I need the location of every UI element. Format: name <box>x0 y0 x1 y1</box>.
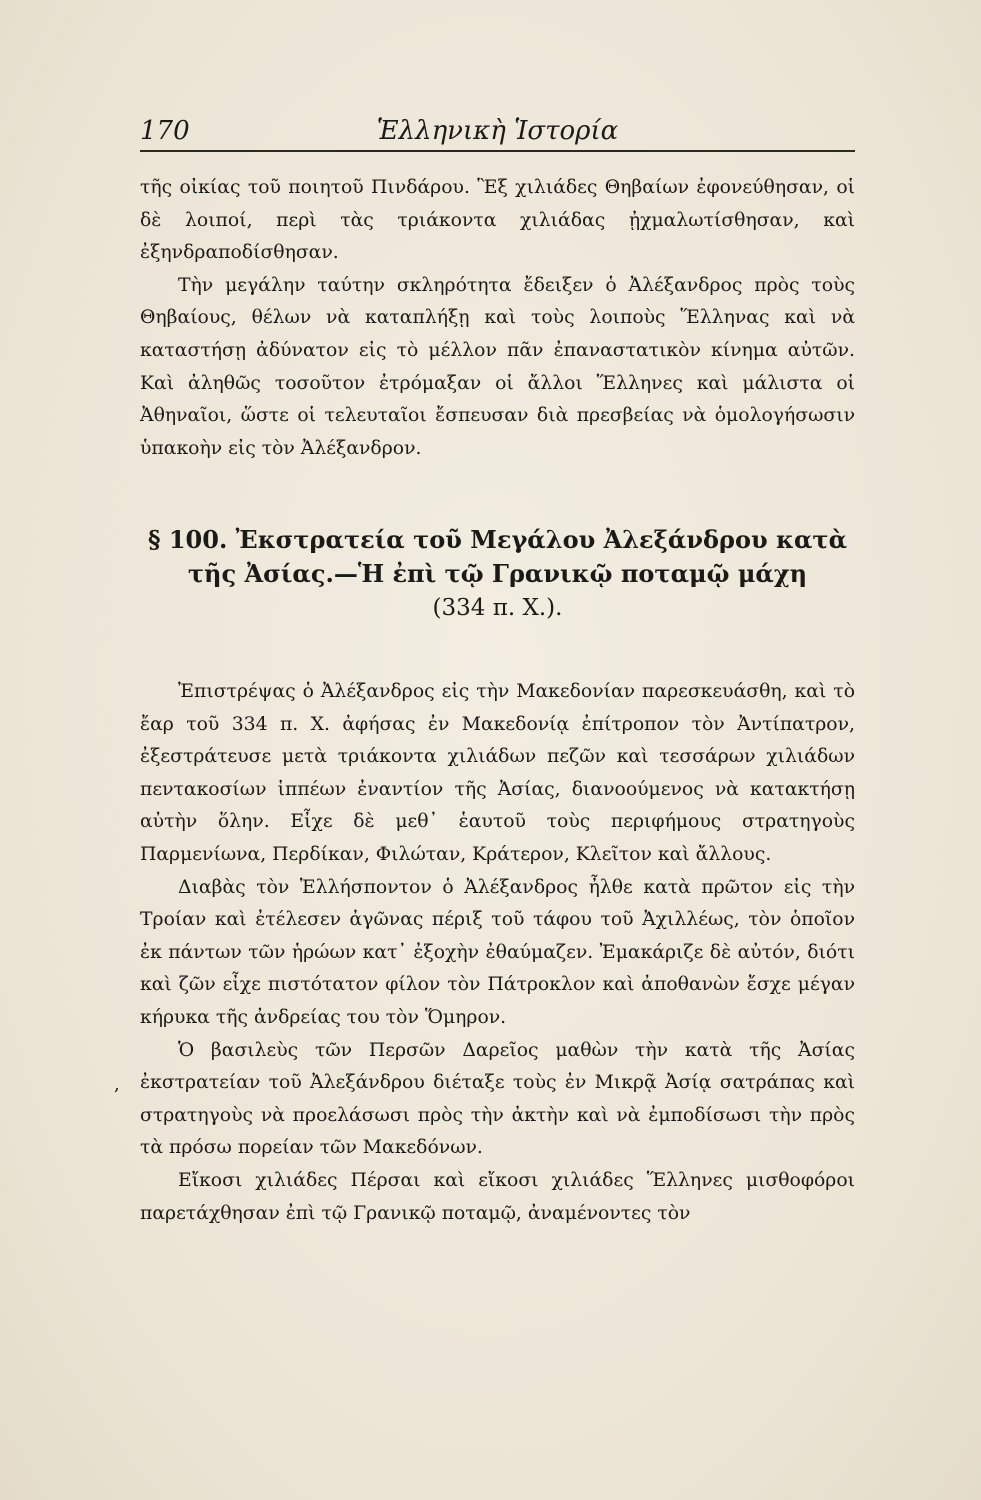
paragraph: Διαβὰς τὸν Ἑλλήσποντον ὁ Ἀλέξανδρος ἦλθε κατὰ πρῶτον εἰς τὴν Τροίαν καὶ ἐτέλεσεν ἀγῶνας πέριξ τοῦ τάφου τοῦ Ἀχιλλέως, τὸν ὁποῖον ἐκ πάντων τῶν ἡρώων κατ᾽ ἐξοχὴν ἐθαύμαζεν. Ἐμακάριζε δὲ αὐτόν, διότι καὶ ζῶν εἶχε πιστότατον φίλον τὸν Πάτροκλον καὶ ἀποθανὼν ἔσχε μέγαν κήρυκα τῆς ἀνδρείας του τὸν Ὅμηρον. <box>140 876 855 1028</box>
paragraph: Ἐπιστρέψας ὁ Ἀλέξανδρος εἰς τὴν Μακεδονίαν παρεσκευάσθη, καὶ τὸ ἔαρ τοῦ 334 π. Χ. ἀφήσας ἐν Μακεδονίᾳ ἐπίτροπον τὸν Ἀντίπατρον, ἐξεστράτευσε μετὰ τριάκοντα χιλιάδων πεζῶν καὶ τεσσάρων χιλιάδων πεντακοσίων ἱππέων ἐναντίον τῆς Ἀσίας, διανοούμενος νὰ κατακτήσῃ αὐτὴν ὅλην. Εἶχε δὲ μεθ᾽ ἑαυτοῦ τοὺς περιφήμους στρατηγοὺς Παρμενίωνα, Περδίκαν, Φιλώταν, Κράτερον, Κλεῖτον καὶ ἄλλους. <box>140 681 855 865</box>
paragraph: Εἴκοσι χιλιάδες Πέρσαι καὶ εἴκοσι χιλιάδες Ἕλληνες μισθοφόροι παρετάχθησαν ἐπὶ τῷ Γρανικῷ ποταμῷ, ἀναμένοντες τὸν <box>140 1169 855 1224</box>
section-heading-date: (334 π. Χ.). <box>432 595 563 621</box>
page-number: 170 <box>140 116 190 146</box>
intro-text <box>140 172 855 465</box>
section-heading-line: τῆς Ἀσίας.—Ἡ ἐπὶ τῷ Γρανικῷ ποταμῷ μάχη <box>187 559 808 588</box>
section-heading <box>140 523 855 625</box>
page-header <box>140 112 855 152</box>
section-body <box>140 676 855 1230</box>
paragraph: Τὴν μεγάλην ταύτην σκληρότητα ἔδειξεν ὁ Ἀλέξανδρος πρὸς τοὺς Θηβαίους, θέλων νὰ καταπλήξῃ καὶ τοὺς λοιποὺς Ἕλληνας καὶ νὰ καταστήσῃ ἀδύνατον εἰς τὸ μέλλον πᾶν ἐπαναστατικὸν κίνημα αὐτῶν. Καὶ ἀληθῶς τοσοῦτον ἐτρόμαξαν οἱ ἄλλοι Ἕλληνες καὶ μάλιστα οἱ Ἀθηναῖοι, ὥστε οἱ τελευταῖοι ἔσπευσαν διὰ πρεσβείας νὰ ὁμολογήσωσιν ὑπακοὴν εἰς τὸν Ἀλέξανδρον. <box>140 274 855 459</box>
paragraph: Ὁ βασιλεὺς τῶν Περσῶν Δαρεῖος μαθὼν τὴν κατὰ τῆς Ἀσίας ἐκστρατείαν τοῦ Ἀλεξάνδρου διέταξε τοὺς ἐν Μικρᾷ Ἀσίᾳ σατράπας καὶ στρατηγοὺς νὰ προελάσωσι πρὸς τὴν ἀκτὴν καὶ νὰ ἐμποδίσωσι τὴν πρὸς τὰ πρόσω πορείαν τῶν Μακεδόνων. <box>140 1039 855 1159</box>
margin-mark: , <box>114 1074 120 1095</box>
running-title: Ἑλληνικὴ Ἱστορία <box>376 116 619 146</box>
section-heading-line: § 100. Ἐκστρατεία τοῦ Μεγάλου Ἀλεξάνδρου κατὰ <box>147 525 848 554</box>
header-rule <box>140 150 855 152</box>
paragraph: τῆς οἰκίας τοῦ ποιητοῦ Πινδάρου. Ἓξ χιλιάδες Θηβαίων ἐφονεύθησαν, οἱ δὲ λοιποί, περὶ τὰς τριάκοντα χιλιάδας ᾐχμαλωτίσθησαν, καὶ ἐξηνδραποδίσθησαν. <box>140 177 855 264</box>
